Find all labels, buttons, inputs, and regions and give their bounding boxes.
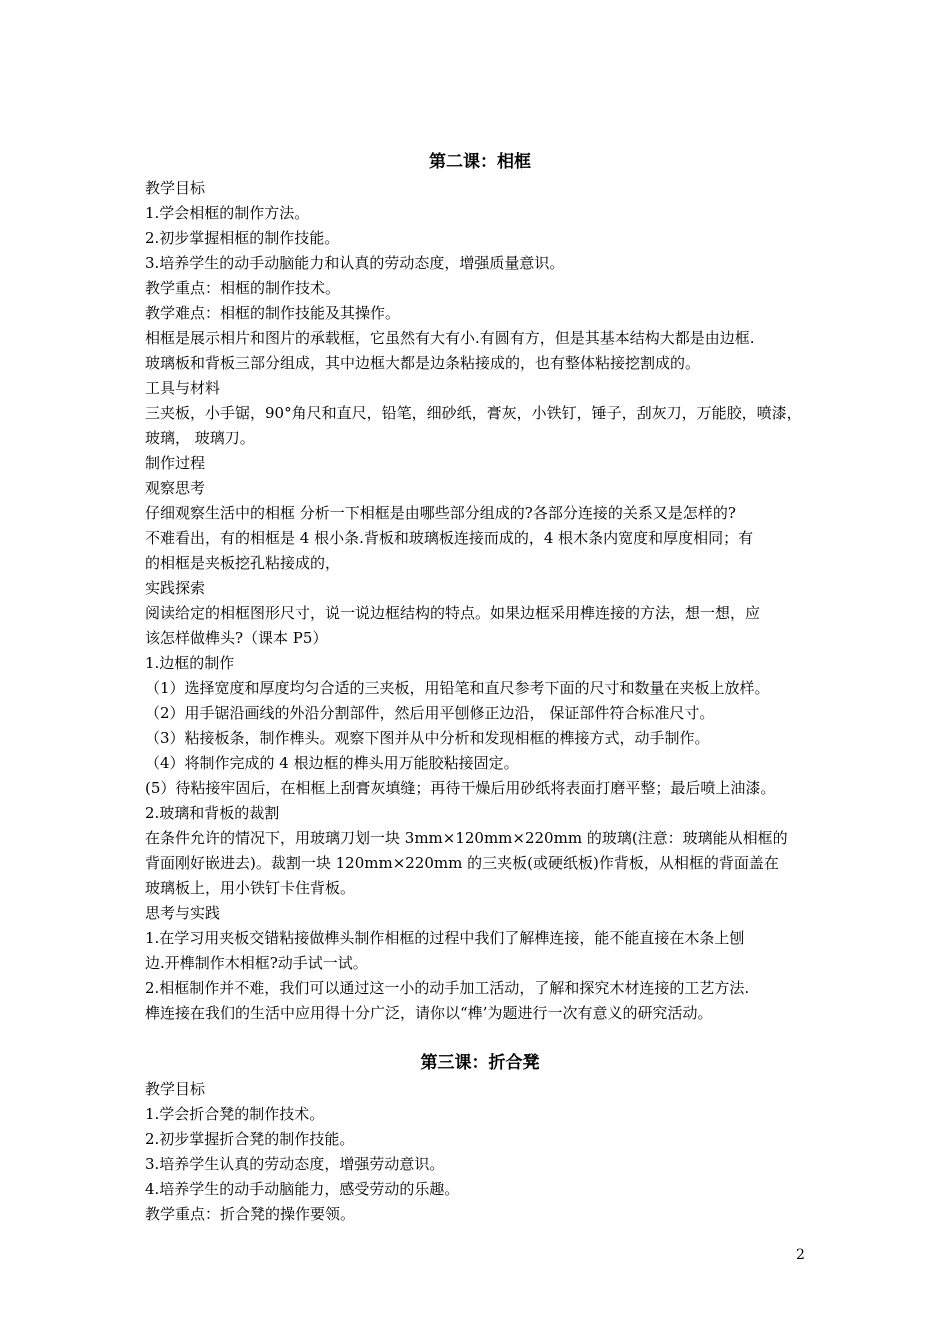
document-page xyxy=(145,148,815,1227)
text-line: 4.培养学生的动手动脑能力，感受劳动的乐趣。 xyxy=(145,1180,460,1198)
text-line: 工具与材料 xyxy=(145,379,221,397)
text-line: 2.玻璃和背板的裁割 xyxy=(145,804,280,822)
text-line: 教学重点：相框的制作技术。 xyxy=(145,279,341,297)
text-line: 在条件允许的情况下，用玻璃刀划一块 3mm×120mm×220mm 的玻璃(注意：玻璃能从相框的 xyxy=(145,829,788,847)
text-line: 教学重点：折合凳的操作要领。 xyxy=(145,1205,356,1223)
text-line: 3.培养学生认真的劳动态度，增强劳动意识。 xyxy=(145,1155,445,1173)
text-line: （1）选择宽度和厚度均匀合适的三夹板，用铅笔和直尺参考下面的尺寸和数量在夹板上放样。 xyxy=(145,679,770,697)
text-line: 背面刚好嵌进去)。裁割一块 120mm×220mm 的三夹板(或硬纸板)作背板，从相框的背面盖在 xyxy=(145,854,779,872)
text-line: 1.在学习用夹板交错粘接做榫头制作相框的过程中我们了解榫连接，能不能直接在木条上刨 xyxy=(145,929,745,947)
text-line: 不难看出，有的相框是 4 根小条.背板和玻璃板连接而成的，4 根木条内宽度和厚度相同；有 xyxy=(145,529,754,547)
text-line: 阅读给定的相框图形尺寸，说一说边框结构的特点。如果边框采用榫连接的方法，想一想，应 xyxy=(145,604,761,622)
lesson-3-section xyxy=(145,1049,815,1227)
text-line: 制作过程 xyxy=(145,454,206,472)
text-line: 相框是展示相片和图片的承载框，它虽然有大有小.有圆有方，但是其基本结构大都是由边框. xyxy=(145,329,755,347)
text-line: 思考与实践 xyxy=(145,904,221,922)
text-line: 该怎样做榫头?（课本 P5） xyxy=(145,629,328,647)
lesson-2-body xyxy=(145,176,815,1026)
text-line: 边.开榫制作木相框?动手试一试。 xyxy=(145,954,368,972)
text-line: （2）用手锯沿画线的外沿分割部件，然后用平刨修正边沿， 保证部件符合标准尺寸。 xyxy=(145,704,715,722)
text-line: 2.初步掌握折合凳的制作技能。 xyxy=(145,1130,355,1148)
text-line: 观察思考 xyxy=(145,479,206,497)
lesson-2-section xyxy=(145,148,815,1026)
lesson-3-body xyxy=(145,1077,815,1227)
text-line: 教学目标 xyxy=(145,179,206,197)
text-line: （3）粘接板条，制作榫头。观察下图并从中分析和发现相框的榫接方式，动手制作。 xyxy=(145,729,710,747)
text-line: 的相框是夹板挖孔粘接成的， xyxy=(145,554,341,572)
text-line: 1.边框的制作 xyxy=(145,654,235,672)
text-line: 玻璃板上，用小铁钉卡住背板。 xyxy=(145,879,356,897)
text-line: 仔细观察生活中的相框 分析一下相框是由哪些部分组成的?各部分连接的关系又是怎样的? xyxy=(145,504,736,522)
text-line: 3.培养学生的动手动脑能力和认真的劳动态度，增强质量意识。 xyxy=(145,254,565,272)
text-line: 实践探索 xyxy=(145,579,206,597)
text-line: 三夹板，小手锯，90°角尺和直尺，铅笔，细砂纸，膏灰，小铁钉，锤子，刮灰刀，万能胶，喷漆， xyxy=(145,404,802,422)
lesson-3-title: 第三课：折合凳 xyxy=(420,1053,540,1073)
lesson-2-title: 第二课：相框 xyxy=(429,152,531,172)
text-line: 1.学会相框的制作方法。 xyxy=(145,204,310,222)
section-gap xyxy=(145,1026,815,1049)
text-line: 2.相框制作并不难，我们可以通过这一小的动手加工活动，了解和探究木材连接的工艺方法. xyxy=(145,979,750,997)
text-line: 2.初步掌握相框的制作技能。 xyxy=(145,229,340,247)
text-line: 榫连接在我们的生活中应用得十分广泛，请你以“榫’为题进行一次有意义的研究活动。 xyxy=(145,1004,713,1022)
text-line: 教学难点：相框的制作技能及其操作。 xyxy=(145,304,401,322)
text-line: (5）待粘接牢固后，在相框上刮膏灰填缝；再待干燥后用砂纸将表面打磨平整；最后喷上油漆。 xyxy=(145,779,776,797)
text-line: 玻璃， 玻璃刀。 xyxy=(145,429,255,447)
text-line: （4）将制作完成的 4 根边框的榫头用万能胶粘接固定。 xyxy=(145,754,519,772)
text-line: 1.学会折合凳的制作技术。 xyxy=(145,1105,325,1123)
page-number: 2 xyxy=(796,1247,805,1263)
text-line: 玻璃板和背板三部分组成，其中边框大都是边条粘接成的，也有整体粘接挖割成的。 xyxy=(145,354,701,372)
text-line: 教学目标 xyxy=(145,1080,206,1098)
